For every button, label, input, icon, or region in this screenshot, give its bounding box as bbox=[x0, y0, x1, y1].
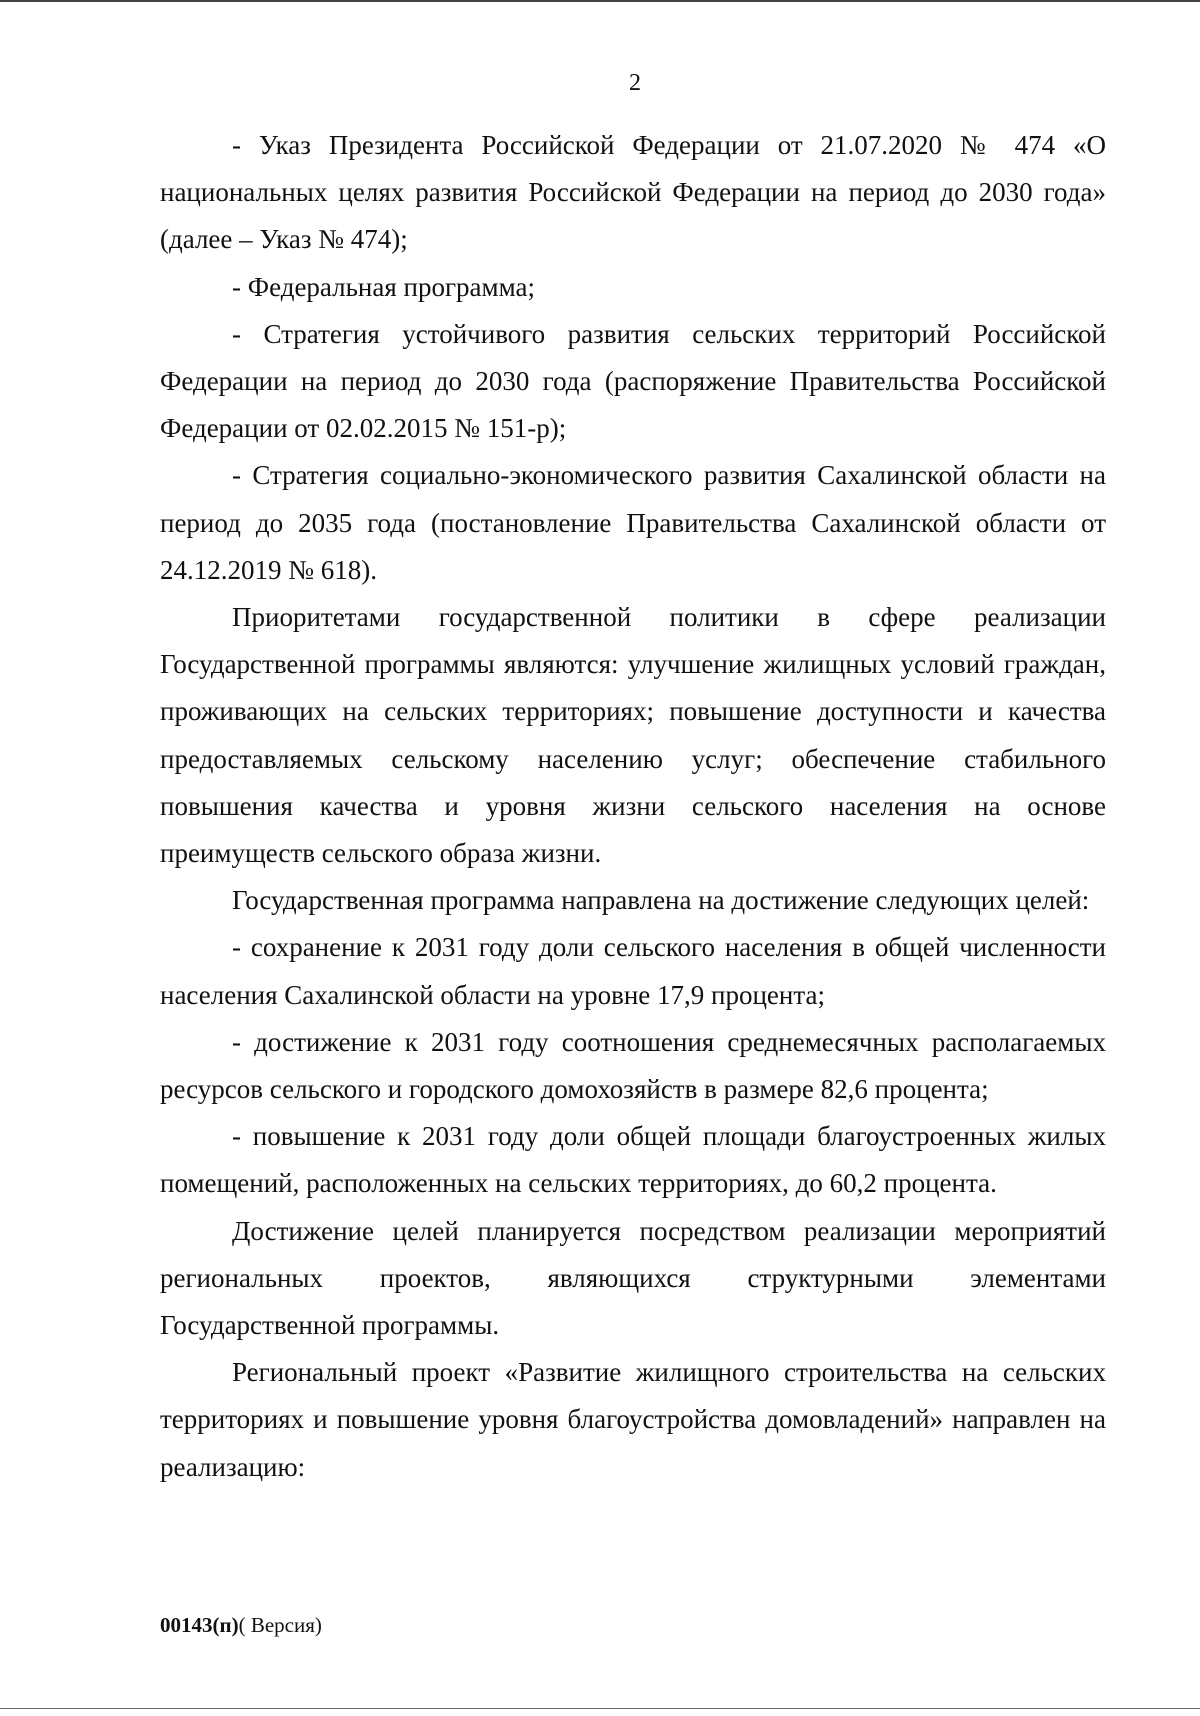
paragraph-goal-household-resources: - достижение к 2031 году соотношения среднемесячных располагаемых ресурсов сельского и городского домохозяйств в размере 82,6 процента; bbox=[160, 1026, 1106, 1105]
document-code: 00143(п) bbox=[160, 1613, 239, 1637]
scan-edge-bottom bbox=[0, 1708, 1200, 1709]
paragraph-sakhalin-strategy: - Стратегия социально-экономического развития Сахалинской области на период до 2035 года (постановление Правительства Сахалинской области от 24.12.2019 № 618). bbox=[160, 460, 1106, 585]
scan-edge-top bbox=[0, 0, 1200, 2]
paragraph-ukaz-474: - Указ Президента Российской Федерации от 21.07.2020 № 474 «О национальных целях развития Российской Федерации на период до 2030 года» (далее – Указ № 474); bbox=[160, 130, 1106, 255]
paragraph-regional-project: Региональный проект «Развитие жилищного строительства на сельских территориях и повышение уровня благоустройства домовладений» направлен на реализацию: bbox=[160, 1357, 1106, 1482]
paragraph-rural-strategy: - Стратегия устойчивого развития сельских территорий Российской Федерации на период до 2030 года (распоряжение Правительства Российской Федерации от 02.02.2015 № 151-р); bbox=[160, 318, 1106, 444]
document-version: ( Версия) bbox=[238, 1613, 322, 1637]
page-number: 2 bbox=[629, 70, 641, 96]
paragraph-goal-housing-area: - повышение к 2031 году доли общей площади благоустроенных жилых помещений, расположенных на сельских территориях, до 60,2 процента. bbox=[160, 1121, 1106, 1199]
paragraph-priorities: Приоритетами государственной политики в сфере реализации Государственной программы являются: улучшение жилищных условий граждан, проживающих на сельских территориях; повышение доступности и качества предоставляемых сельскому населению услуг; обеспечение стабильного повышения качества и уровня жизни сельского населения на основе преимуществ сельского образа жизни. bbox=[160, 602, 1106, 869]
paragraph-goals-intro: Государственная программа направлена на достижение следующих целей: bbox=[232, 885, 1090, 916]
document-body bbox=[160, 122, 1106, 1491]
paragraph-federal-program: - Федеральная программа; bbox=[232, 271, 536, 302]
paragraph-goal-rural-population: - сохранение к 2031 году доли сельского населения в общей численности населения Сахалинской области на уровне 17,9 процента; bbox=[160, 932, 1106, 1010]
paragraph-goals-achievement: Достижение целей планируется посредством реализации мероприятий региональных проектов, являющихся структурными элементами Государственной программы. bbox=[160, 1215, 1106, 1341]
document-footer bbox=[160, 1613, 322, 1638]
